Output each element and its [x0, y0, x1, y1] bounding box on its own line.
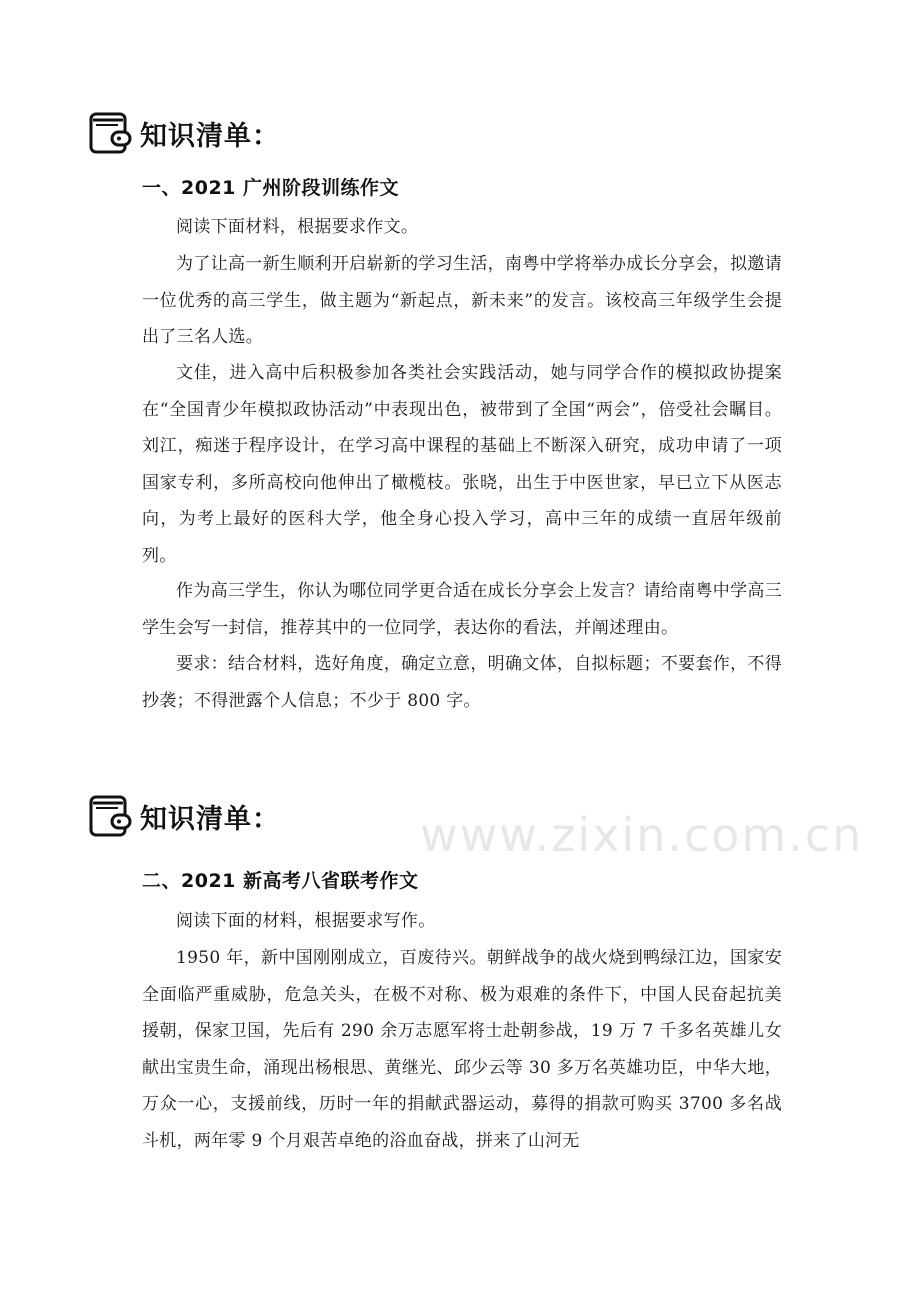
book-icon — [88, 110, 134, 156]
paragraph: 1950 年，新中国刚刚成立，百废待兴。朝鲜战争的战火烧到鸭绿江边，国家安全面临严重威胁，危急关头，在极不对称、极为艰难的条件下，中国人民奋起抗美援朝，保家卫国，先后有 290 余万志愿军将士赴朝参战，19 万 7 千多名英雄儿女献出宝贵生命，涌现出杨根思、黄继光、邱少云等 30 多万名英雄功臣，中华大地，万众一心，支援前线，历时一年的捐献武器运动，募得的捐款可购买 3700 多名战斗机，两年零 9 个月艰苦卓绝的浴血奋战，拼来了山河无 — [142, 948, 782, 1151]
watermark: www.zixin.com.cn — [420, 808, 864, 862]
section-title: 知识清单： — [140, 803, 280, 835]
paragraph: 作为高三学生，你认为哪位同学更合适在成长分享会上发言？请给南粤中学高三学生会写一封信，推荐其中的一位同学，表达你的看法，并阐述理由。 — [142, 581, 782, 638]
paragraph: 文佳，进入高中后积极参加各类社会实践活动，她与同学合作的模拟政协提案在“全国青少年模拟政协活动”中表现出色，被带到了全国“两会”，倍受社会瞩目。刘江，痴迷于程序设计，在学习高中课程的基础上不断深入研究，成功申请了一项国家专利，多所高校向他伸出了橄榄枝。张晓，出生于中医世家，早已立下从医志向，为考上最好的医科大学，他全身心投入学习，高中三年的成绩一直居年级前列。 — [142, 363, 782, 566]
section-title: 知识清单： — [140, 120, 280, 152]
paragraph: 阅读下面材料，根据要求作文。 — [176, 217, 419, 237]
book-icon — [88, 793, 134, 839]
section-subtitle: 一、2021 广州阶段训练作文 — [142, 177, 399, 199]
paragraph: 阅读下面的材料，根据要求写作。 — [176, 911, 436, 931]
section-2-header — [88, 791, 280, 841]
paragraph: 为了让高一新生顺利开启崭新的学习生活，南粤中学将举办成长分享会，拟邀请一位优秀的高三学生，做主题为“新起点，新未来”的发言。该校高三年级学生会提出了三名人选。 — [142, 254, 782, 348]
section-1-header — [88, 108, 280, 158]
paragraph: 要求：结合材料，选好角度，确定立意，明确文体，自拟标题；不要套作，不得抄袭；不得泄露个人信息；不少于 800 字。 — [142, 654, 782, 711]
section-subtitle: 二、2021 新高考八省联考作文 — [142, 870, 419, 892]
